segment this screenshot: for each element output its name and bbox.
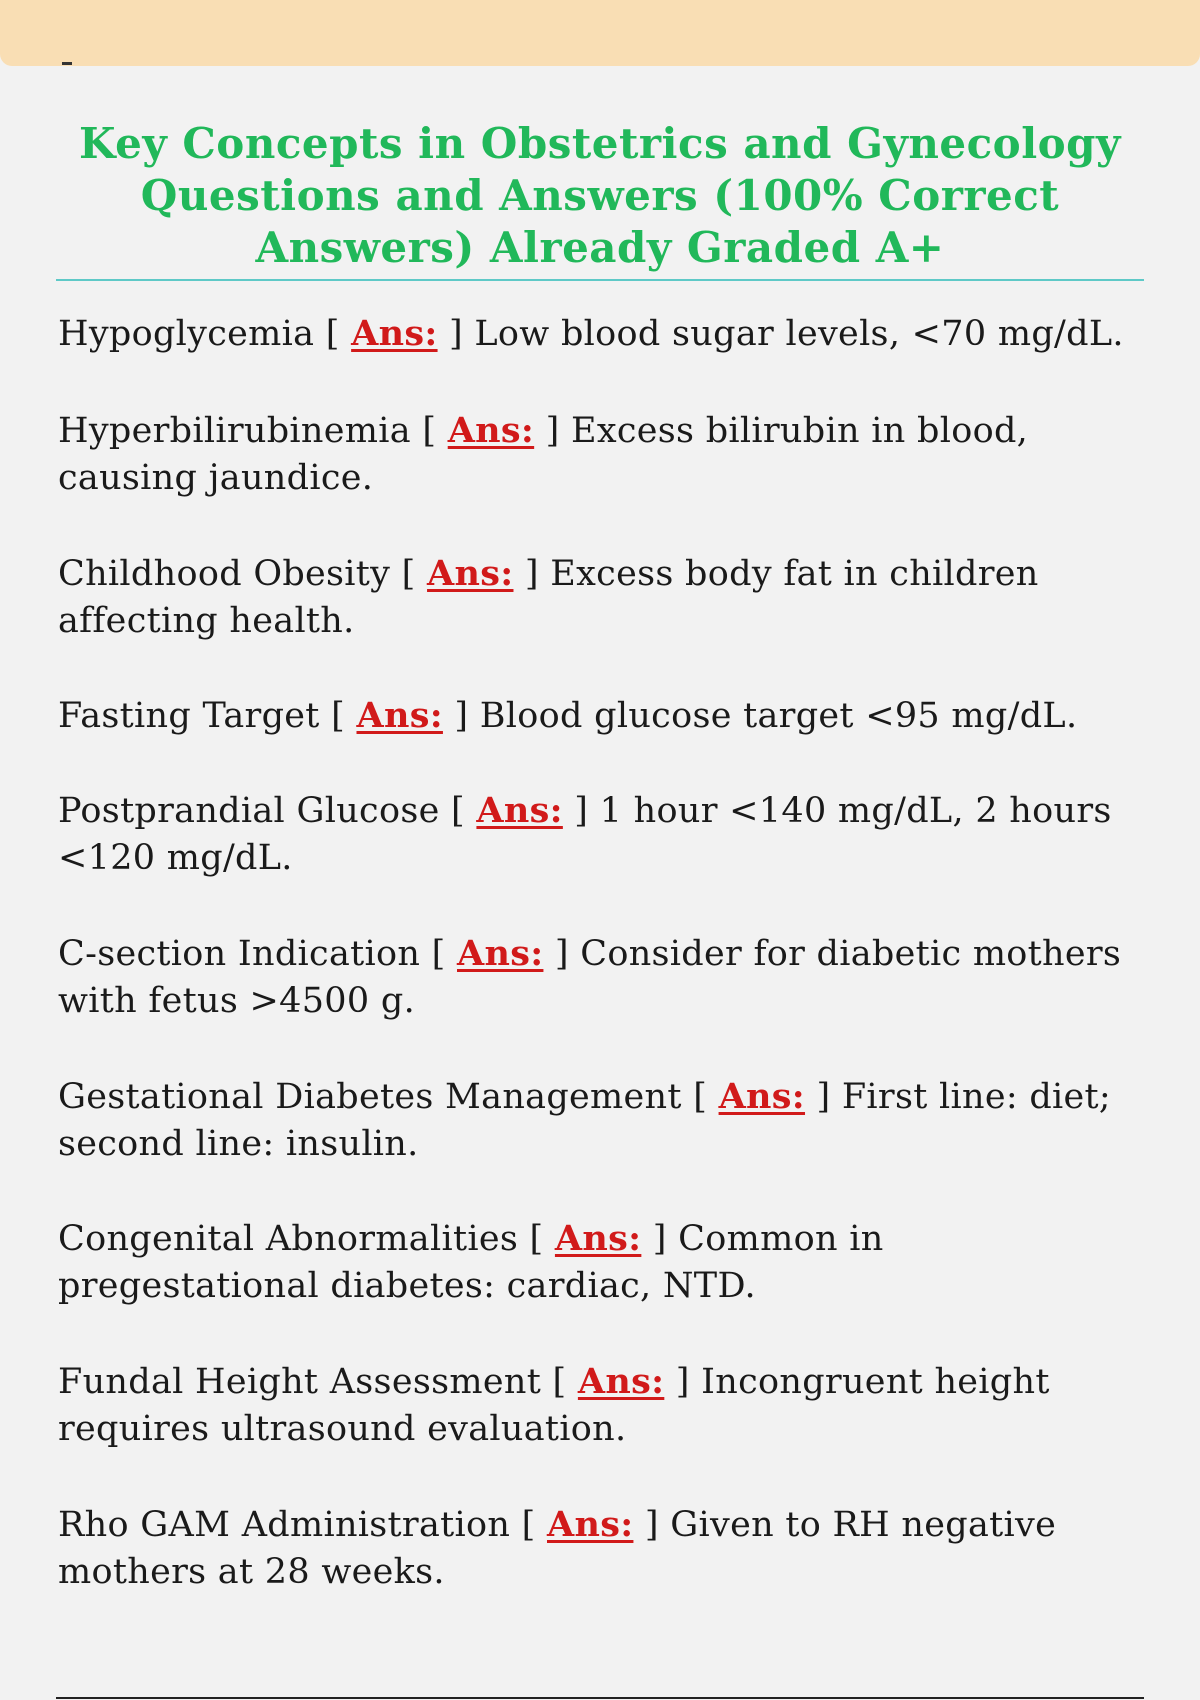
qa-term: Gestational Diabetes Management (58, 1077, 682, 1117)
qa-item: Fundal Height Assessment [ Ans: ] Incongruent height requires ultrasound evaluation. (58, 1361, 1050, 1449)
qa-term: C-section Indication (58, 934, 421, 974)
ans-label: Ans: (547, 1504, 634, 1545)
qa-item: Congenital Abnormalities [ Ans: ] Common in pregestational diabetes: cardiac, NTD. (58, 1218, 884, 1306)
qa-term: Hyperbilirubinemia (58, 411, 411, 451)
qa-term: Postprandial Glucose (58, 791, 440, 831)
ans-label: Ans: (476, 790, 563, 831)
ans-label: Ans: (447, 410, 535, 451)
qa-answer: Incongruent height requires ultrasound evaluation. (58, 1362, 1050, 1449)
qa-answer: Given to RH negative mothers at 28 weeks. (58, 1505, 1057, 1592)
qa-answer: First line: diet; second line: insulin. (58, 1077, 1112, 1164)
ans-label: Ans: (577, 1361, 665, 1402)
qa-answer: Blood glucose target <95 mg/dL. (479, 696, 1078, 736)
ans-label: Ans: (351, 313, 438, 354)
qa-term: Rho GAM Administration (58, 1505, 511, 1545)
qa-item: Fasting Target [ Ans: ] Blood glucose target <95 mg/dL. (58, 695, 1078, 736)
qa-answer: 1 hour <140 mg/dL, 2 hours <120 mg/dL. (58, 791, 1112, 878)
ans-label: Ans: (427, 553, 514, 594)
qa-item: Postprandial Glucose [ Ans: ] 1 hour <140 mg/dL, 2 hours <120 mg/dL. (58, 790, 1112, 878)
qa-answer: Excess body fat in children affecting health. (58, 554, 1039, 641)
footer-divider (56, 1697, 1144, 1699)
qa-item: Hypoglycemia [ Ans: ] Low blood sugar levels, <70 mg/dL. (58, 313, 1124, 354)
qa-term: Fundal Height Assessment (58, 1362, 542, 1402)
qa-term: Childhood Obesity (58, 554, 391, 594)
title-divider (56, 279, 1144, 281)
qa-answer: Low blood sugar levels, <70 mg/dL. (474, 314, 1124, 354)
ans-label: Ans: (554, 1218, 642, 1259)
qa-item: Childhood Obesity [ Ans: ] Excess body fat in children affecting health. (58, 553, 1039, 641)
ans-label: Ans: (356, 695, 443, 736)
qa-answer: Excess bilirubin in blood, causing jaundice. (58, 411, 1029, 498)
top-banner (0, 0, 1200, 66)
qa-term: Hypoglycemia (58, 314, 315, 354)
page-edge-mark (62, 62, 72, 65)
qa-item: Hyperbilirubinemia [ Ans: ] Excess bilirubin in blood, causing jaundice. (58, 410, 1029, 498)
qa-item: C-section Indication [ Ans: ] Consider for diabetic mothers with fetus >4500 g. (58, 933, 1122, 1021)
qa-term: Congenital Abnormalities (58, 1219, 519, 1259)
qa-item: Rho GAM Administration [ Ans: ] Given to RH negative mothers at 28 weeks. (58, 1504, 1057, 1592)
qa-answer: Consider for diabetic mothers with fetus >4500 g. (58, 934, 1122, 1021)
ans-label: Ans: (718, 1076, 806, 1117)
qa-item: Gestational Diabetes Management [ Ans: ] First line: diet; second line: insulin. (58, 1076, 1112, 1164)
document-title: Key Concepts in Obstetrics and Gynecology Questions and Answers (100% Correct Answers) Already Graded A+ (79, 119, 1121, 272)
qa-term: Fasting Target (58, 696, 320, 736)
ans-label: Ans: (457, 933, 544, 974)
qa-answer: Common in pregestational diabetes: cardiac, NTD. (58, 1219, 884, 1306)
